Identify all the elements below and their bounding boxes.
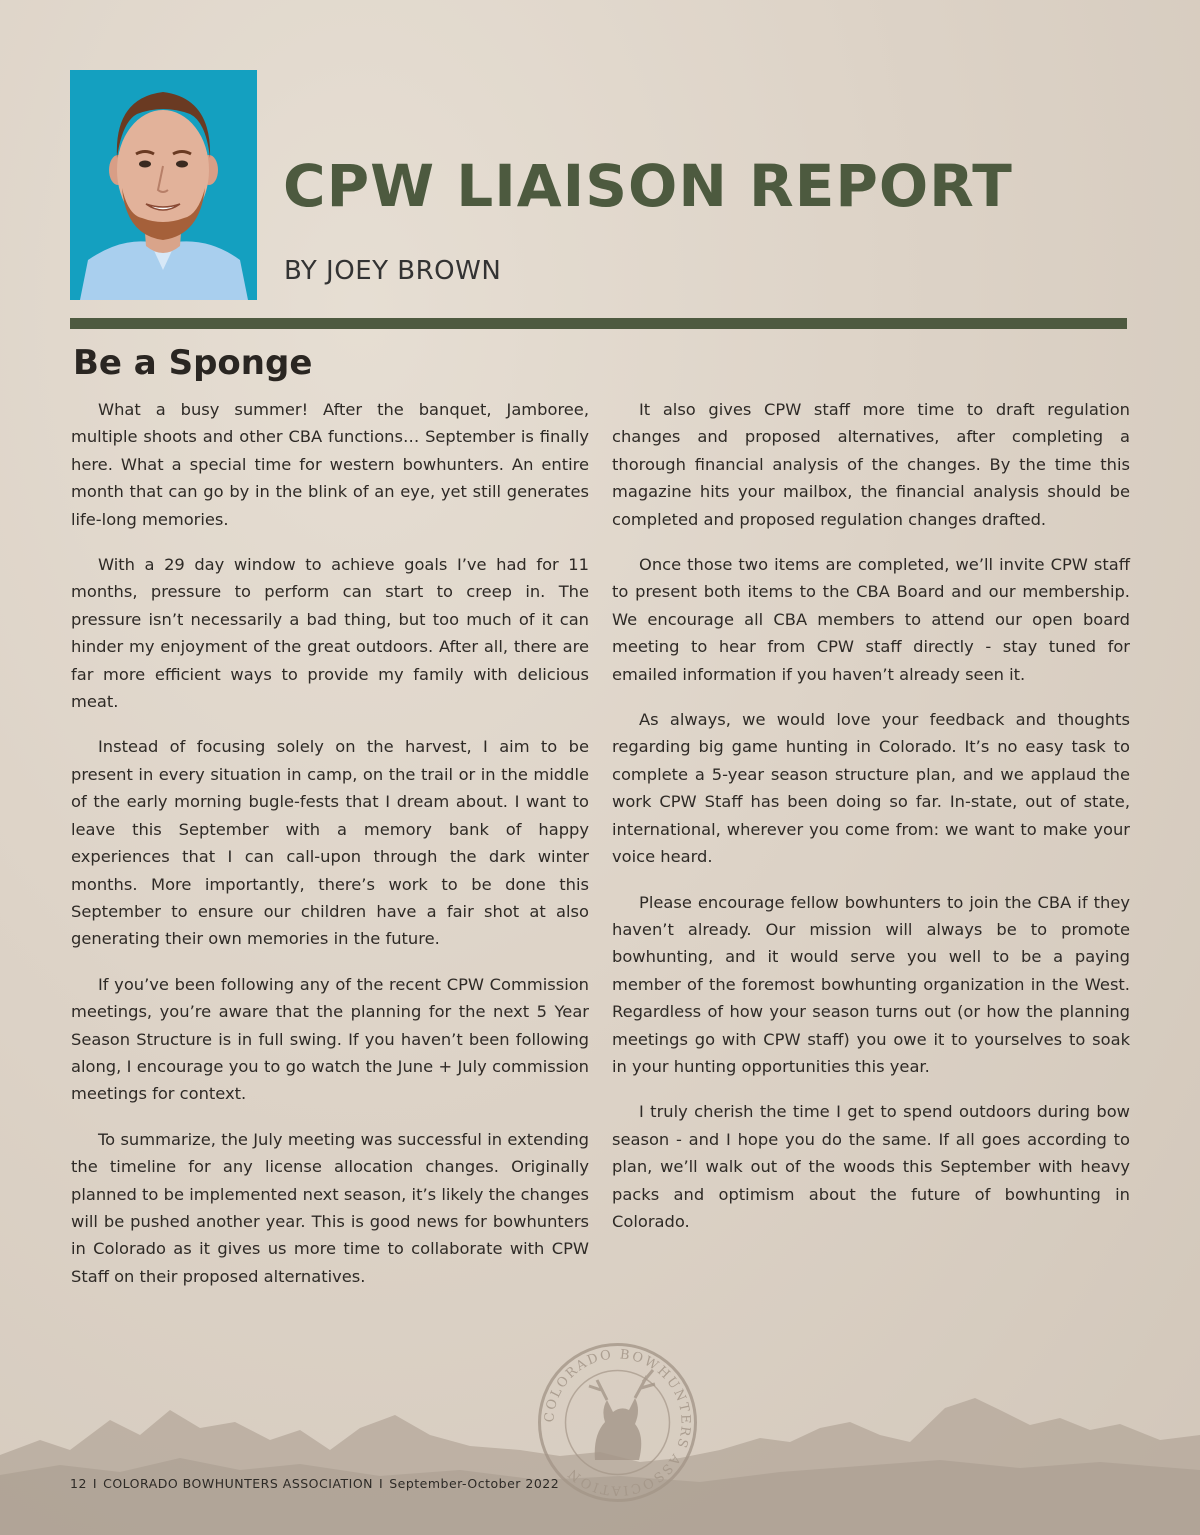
paragraph: Please encourage fellow bowhunters to join the CBA if they haven’t already. Our mission will always be to promote bowhunting, and it would serve you well to be a paying member of the foremost bowhunting organization in the West. Regardless of how your season turns out (or how the planning meetings go with CPW staff) you owe it to yourselves to soak in your hunting opportunities this year. [612, 892, 1130, 1076]
paragraph: To summarize, the July meeting was successful in extending the timeline for any license allocation changes. Originally planned to be implemented next season, it’s likely the changes will be pushed another year. This is good news for bowhunters in Colorado as it gives us more time to collaborate with CPW Staff on their proposed alternatives. [71, 1129, 589, 1286]
header-divider [70, 318, 1127, 329]
right-column [612, 396, 1130, 1253]
page-title: CPW LIAISON REPORT [283, 152, 1013, 220]
issue-date: September-October 2022 [389, 1476, 560, 1491]
paragraph: Instead of focusing solely on the harvest, I aim to be present in every situation in camp, on the trail or in the middle of the early morning bugle-fests that I dream about. I want to leave this September with a memory bank of happy experiences that I can call-upon through the dark winter months. More importantly, there’s work to be done this September to ensure our children have a fair shot at also generating their own memories in the future. [71, 737, 589, 949]
cba-seal [535, 1340, 700, 1505]
author-photo [70, 70, 257, 300]
left-column [71, 396, 589, 1308]
paragraph: It also gives CPW staff more time to draft regulation changes and proposed alternatives, after completing a thorough financial analysis of the changes. By the time this magazine hits your mailbox, the financial analysis should be completed and proposed regulation changes drafted. [612, 400, 1130, 529]
paragraph: What a busy summer! After the banquet, Jamboree, multiple shoots and other CBA functions… September is finally here. What a special time for western bowhunters. An entire month that can go by in the blink of an eye, yet still generates life-long memories. [71, 400, 589, 529]
paragraph: As always, we would love your feedback and thoughts regarding big game hunting in Colorado. It’s no easy task to complete a 5-year season structure plan, and we applaud the work CPW Staff has been doing so far. In-state, out of state, international, wherever you come from: we want to make your voice heard. [612, 710, 1130, 867]
page-number: 12 [70, 1476, 87, 1491]
elk-head-icon [589, 1370, 655, 1460]
author-byline: BY JOEY BROWN [284, 256, 502, 286]
paragraph: Once those two items are completed, we’ll invite CPW staff to present both items to the CBA Board and our membership. We encourage all CBA members to attend our open board meeting to hear from CPW staff directly - stay tuned for emailed information if you haven’t already seen it. [612, 555, 1130, 684]
paragraph: With a 29 day window to achieve goals I’ve had for 11 months, pressure to perform can start to creep in. The pressure isn’t necessarily a bad thing, but too much of it can hinder my enjoyment of the great outdoors. After all, there are far more efficient ways to provide my family with delicious meat. [71, 555, 589, 712]
publication-name: COLORADO BOWHUNTERS ASSOCIATION [103, 1476, 374, 1491]
footer-separator: I [92, 1476, 98, 1491]
paragraph: I truly cherish the time I get to spend outdoors during bow season - and I hope you do the same. If all goes according to plan, we’ll walk out of the woods this September with heavy packs and optimism about the future of bowhunting in Colorado. [612, 1102, 1130, 1231]
seal-text: COLORADO BOWHUNTERS ASSOCIATION [542, 1347, 693, 1498]
author-portrait-image [70, 70, 257, 300]
footer-separator: I [379, 1476, 384, 1491]
paragraph: If you’ve been following any of the recent CPW Commission meetings, you’re aware that the planning for the next 5 Year Season Structure is in full swing. If you haven’t been following along, I encourage you to go watch the June + July commission meetings for context. [71, 974, 589, 1104]
page-footer [70, 1476, 559, 1491]
section-heading: Be a Sponge [73, 343, 313, 383]
